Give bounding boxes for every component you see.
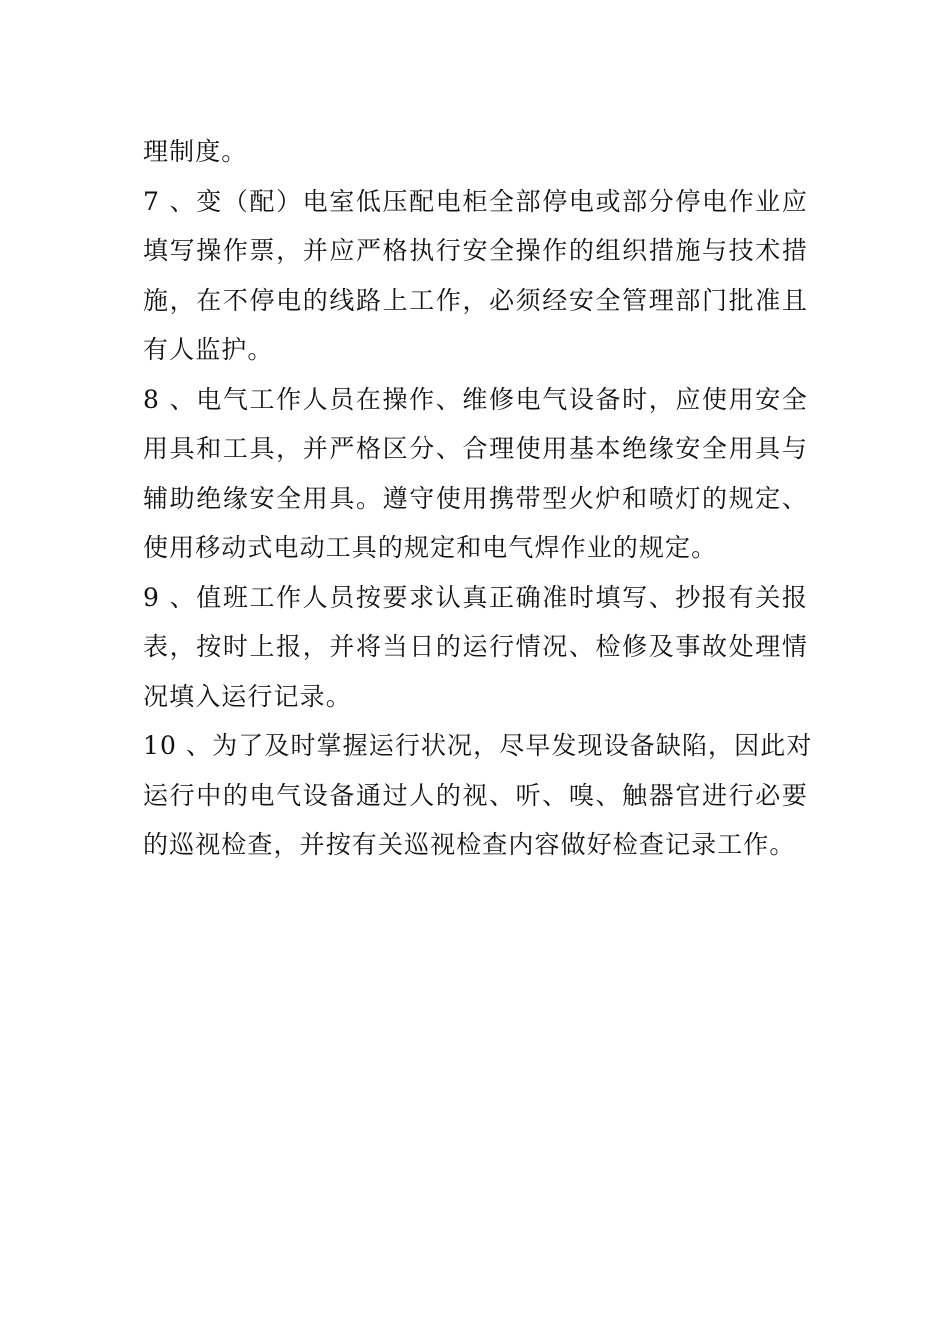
text-line-continuation: 理制度。 — [143, 137, 248, 166]
text-line: 填写操作票，并应严格执行安全操作的组织措施与技术措 — [143, 236, 808, 265]
text-line: 的巡视检查，并按有关巡视检查内容做好检查记录工作。 — [143, 830, 796, 859]
text-line: 辅助绝缘安全用具。遵守使用携带型火炉和喷灯的规定、 — [143, 483, 808, 513]
text-line: 运行中的电气设备通过人的视、听、嗅、触器官进行必要 — [143, 780, 808, 810]
text-line: 况填入运行记录。 — [143, 681, 352, 711]
text-line-item-7: 7 、变（配）电室低压配电柜全部停电或部分停电作业应 — [143, 186, 808, 216]
text-line: 使用移动式电动工具的规定和电气焊作业的规定。 — [143, 533, 718, 562]
text-line-item-10: 10 、为了及时掌握运行状况，尽早发现设备缺陷，因此对 — [143, 731, 813, 760]
text-line-item-9: 9 、值班工作人员按要求认真正确准时填写、抄报有关报 — [143, 582, 808, 612]
body-text — [143, 127, 813, 870]
text-line-item-8: 8 、电气工作人员在操作、维修电气设备时，应使用安全 — [143, 384, 808, 414]
text-line: 表，按时上报，并将当日的运行情况、检修及事故处理情 — [143, 632, 808, 661]
text-line: 有人监护。 — [143, 335, 274, 364]
text-line: 用具和工具，并严格区分、合理使用基本绝缘安全用具与 — [143, 434, 808, 463]
text-line: 施，在不停电的线路上工作，必须经安全管理部门批准且 — [143, 285, 808, 315]
